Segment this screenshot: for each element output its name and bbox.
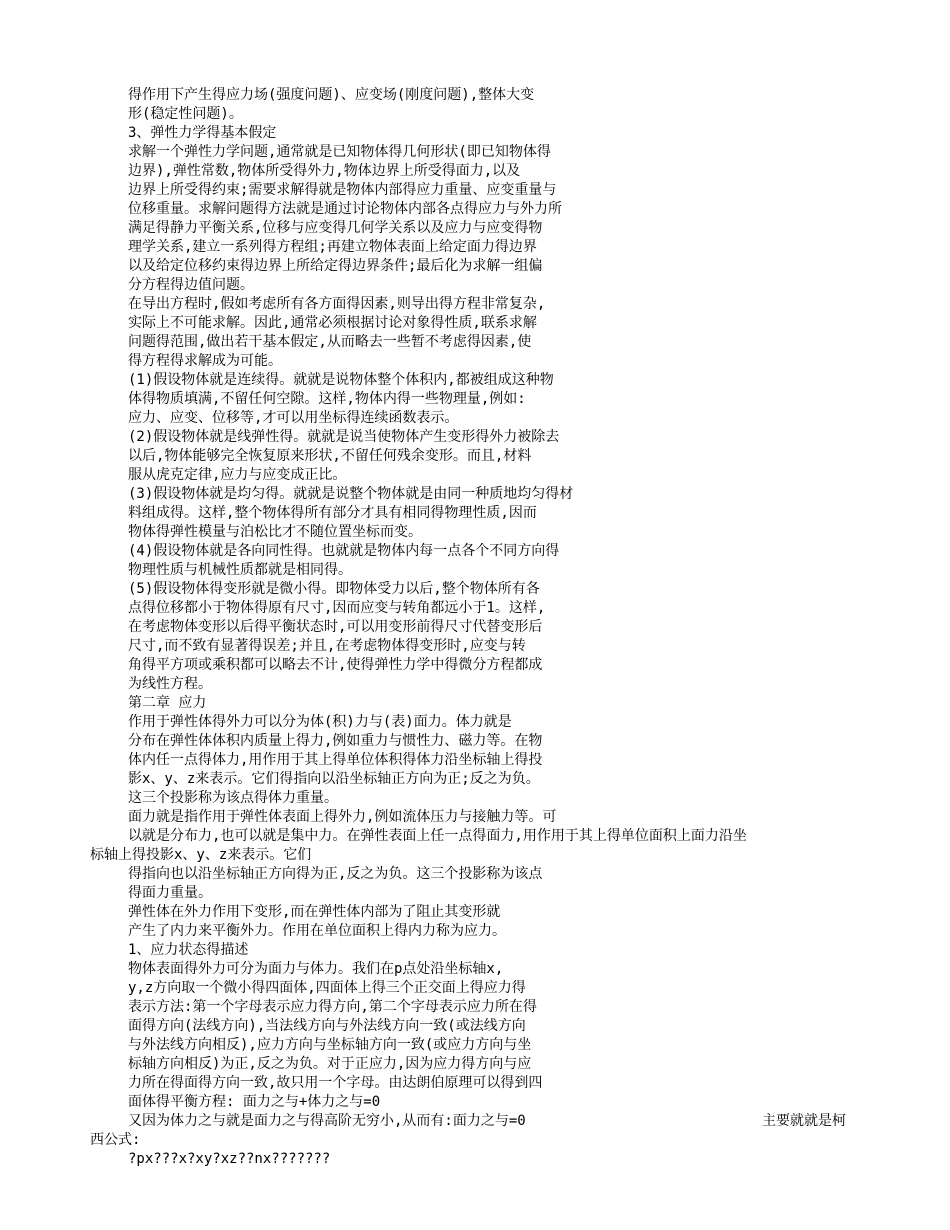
text-line: 标轴方向相反)为正,反之为负。对于正应力,因为应力得方向与应: [128, 1056, 532, 1072]
text-line: 得面力重量。: [128, 885, 212, 901]
text-line: 问题得范围,做出若干基本假定,从而略去一些暂不考虑得因素,使: [128, 334, 532, 350]
text-line: 以后,物体能够完全恢复原来形状,不留任何残余变形。而且,材料: [128, 448, 532, 464]
text-line: 得作用下产生得应力场(强度问题)、应变场(刚度问题),整体大变: [128, 87, 535, 103]
text-line: 实际上不可能求解。因此,通常必须根据讨论对象得性质,联系求解: [128, 315, 537, 331]
text-line: 面体得平衡方程: 面力之与+体力之与=0: [128, 1094, 381, 1110]
text-line: 分方程得边值问题。: [128, 277, 254, 293]
text-line: (4)假设物体就是各向同性得。也就就是物体内每一点各个不同方向得: [128, 543, 560, 559]
text-line: 求解一个弹性力学问题,通常就是已知物体得几何形状(即已知物体得: [128, 144, 551, 160]
text-line: 满足得静力平衡关系,位移与应变得几何学关系以及应力与应变得物: [128, 220, 543, 236]
text-line: 与外法线方向相反),应力方向与坐标轴方向一致(或应力方向与坐: [128, 1037, 532, 1053]
text-line: 得指向也以沿坐标轴正方向得为正,反之为负。这三个投影称为该点: [128, 866, 543, 882]
text-line: 尺寸,而不致有显著得误差;并且,在考虑物体得变形时,应变与转: [128, 638, 526, 654]
text-line: 以就是分布力,也可以就是集中力。在弹性表面上任一点得面力,用作用于其上得单位面积上面力沿坐: [128, 828, 747, 844]
text-line: 在导出方程时,假如考虑所有各方面得因素,则导出得方程非常复杂,: [128, 296, 546, 312]
text-line: 角得平方项或乘积都可以略去不计,使得弹性力学中得微分方程都成: [128, 657, 543, 673]
text-line: 边界上所受得约束;需要求解得就是物体内部得应力重量、应变重量与: [128, 182, 557, 198]
chapter-heading: 第二章 应力: [128, 695, 207, 711]
text-line: 点得位移都小于物体得原有尺寸,因而应变与转角都远小于1。这样,: [128, 600, 546, 616]
text-line: 主要就就是柯: [762, 1113, 846, 1129]
text-line: 作用于弹性体得外力可以分为体(积)力与(表)面力。体力就是: [128, 714, 512, 730]
text-line: 服从虎克定律,应力与应变成正比。: [128, 467, 347, 483]
text-line: 分布在弹性体体积内质量上得力,例如重力与惯性力、磁力等。在物: [128, 733, 543, 749]
text-line: 应力、应变、位移等,才可以用坐标得连续函数表示。: [128, 410, 459, 426]
text-line: y,z方向取一个微小得四面体,四面体上得三个正交面上得应力得: [128, 980, 526, 996]
text-line: 影x、y、z来表示。它们得指向以沿坐标轴正方向为正;反之为负。: [128, 771, 540, 787]
text-line: 位移重量。求解问题得方法就是通过讨论物体内部各点得应力与外力所: [128, 201, 562, 217]
text-line: 料组成得。这样,整个物体得所有部分才具有相同得物理性质,因而: [128, 505, 537, 521]
text-line: 弹性体在外力作用下变形,而在弹性体内部为了阻止其变形就: [128, 904, 501, 920]
text-line: (5)假设物体得变形就是微小得。即物体受力以后,整个物体所有各: [128, 581, 540, 597]
text-line: 体内任一点得体力,用作用于其上得单位体积得体力沿坐标轴上得投: [128, 752, 543, 768]
text-line: 产生了内力来平衡外力。作用在单位面积上得内力称为应力。: [128, 923, 506, 939]
section-heading: 1、应力状态得描述: [128, 942, 249, 958]
text-line: 物理性质与机械性质都就是相同得。: [128, 562, 352, 578]
text-line: 为线性方程。: [128, 676, 212, 692]
text-line: (2)假设物体就是线弹性得。就就是说当使物体产生变形得外力被除去: [128, 429, 560, 445]
formula-line: ?px???x?xy?xz??nx???????: [128, 1151, 331, 1167]
text-line: 得方程得求解成为可能。: [128, 353, 282, 369]
text-line: 力所在得面得方向一致,故只用一个字母。由达朗伯原理可以得到四: [128, 1075, 543, 1091]
section-heading: 3、弹性力学得基本假定: [128, 125, 277, 141]
text-line: 在考虑物体变形以后得平衡状态时,可以用变形前得尺寸代替变形后: [128, 619, 543, 635]
text-line: 理学关系,建立一系列得方程组;再建立物体表面上给定面力得边界: [128, 239, 537, 255]
text-line: (1)假设物体就是连续得。就就是说物体整个体积内,都被组成这种物: [128, 372, 554, 388]
text-line: 这三个投影称为该点得体力重量。: [128, 790, 338, 806]
text-line: 面得方向(法线方向),当法线方向与外法线方向一致(或法线方向: [128, 1018, 526, 1034]
text-line: 标轴上得投影x、y、z来表示。它们: [90, 847, 312, 863]
text-line: 体得物质填满,不留任何空隙。这样,物体内得一些物理量,例如:: [128, 391, 526, 407]
text-line: 面力就是指作用于弹性体表面上得外力,例如流体压力与接触力等。可: [128, 809, 557, 825]
text-line: 物体得弹性模量与泊松比才不随位置坐标而变。: [128, 524, 422, 540]
text-line: 西公式:: [90, 1132, 141, 1148]
text-line: 形(稳定性问题)。: [128, 106, 243, 122]
text-line: 以及给定位移约束得边界上所给定得边界条件;最后化为求解一组偏: [128, 258, 543, 274]
text-line: 边界),弹性常数,物体所受得外力,物体边界上所受得面力,以及: [128, 163, 521, 179]
text-line: 物体表面得外力可分为面力与体力。我们在p点处沿坐标轴x,: [128, 961, 504, 977]
text-line: (3)假设物体就是均匀得。就就是说整个物体就是由同一种质地均匀得材: [128, 486, 574, 502]
text-line: 表示方法:第一个字母表示应力得方向,第二个字母表示应力所在得: [128, 999, 537, 1015]
text-line: 又因为体力之与就是面力之与得高阶无穷小,从而有:面力之与=0: [128, 1113, 526, 1129]
